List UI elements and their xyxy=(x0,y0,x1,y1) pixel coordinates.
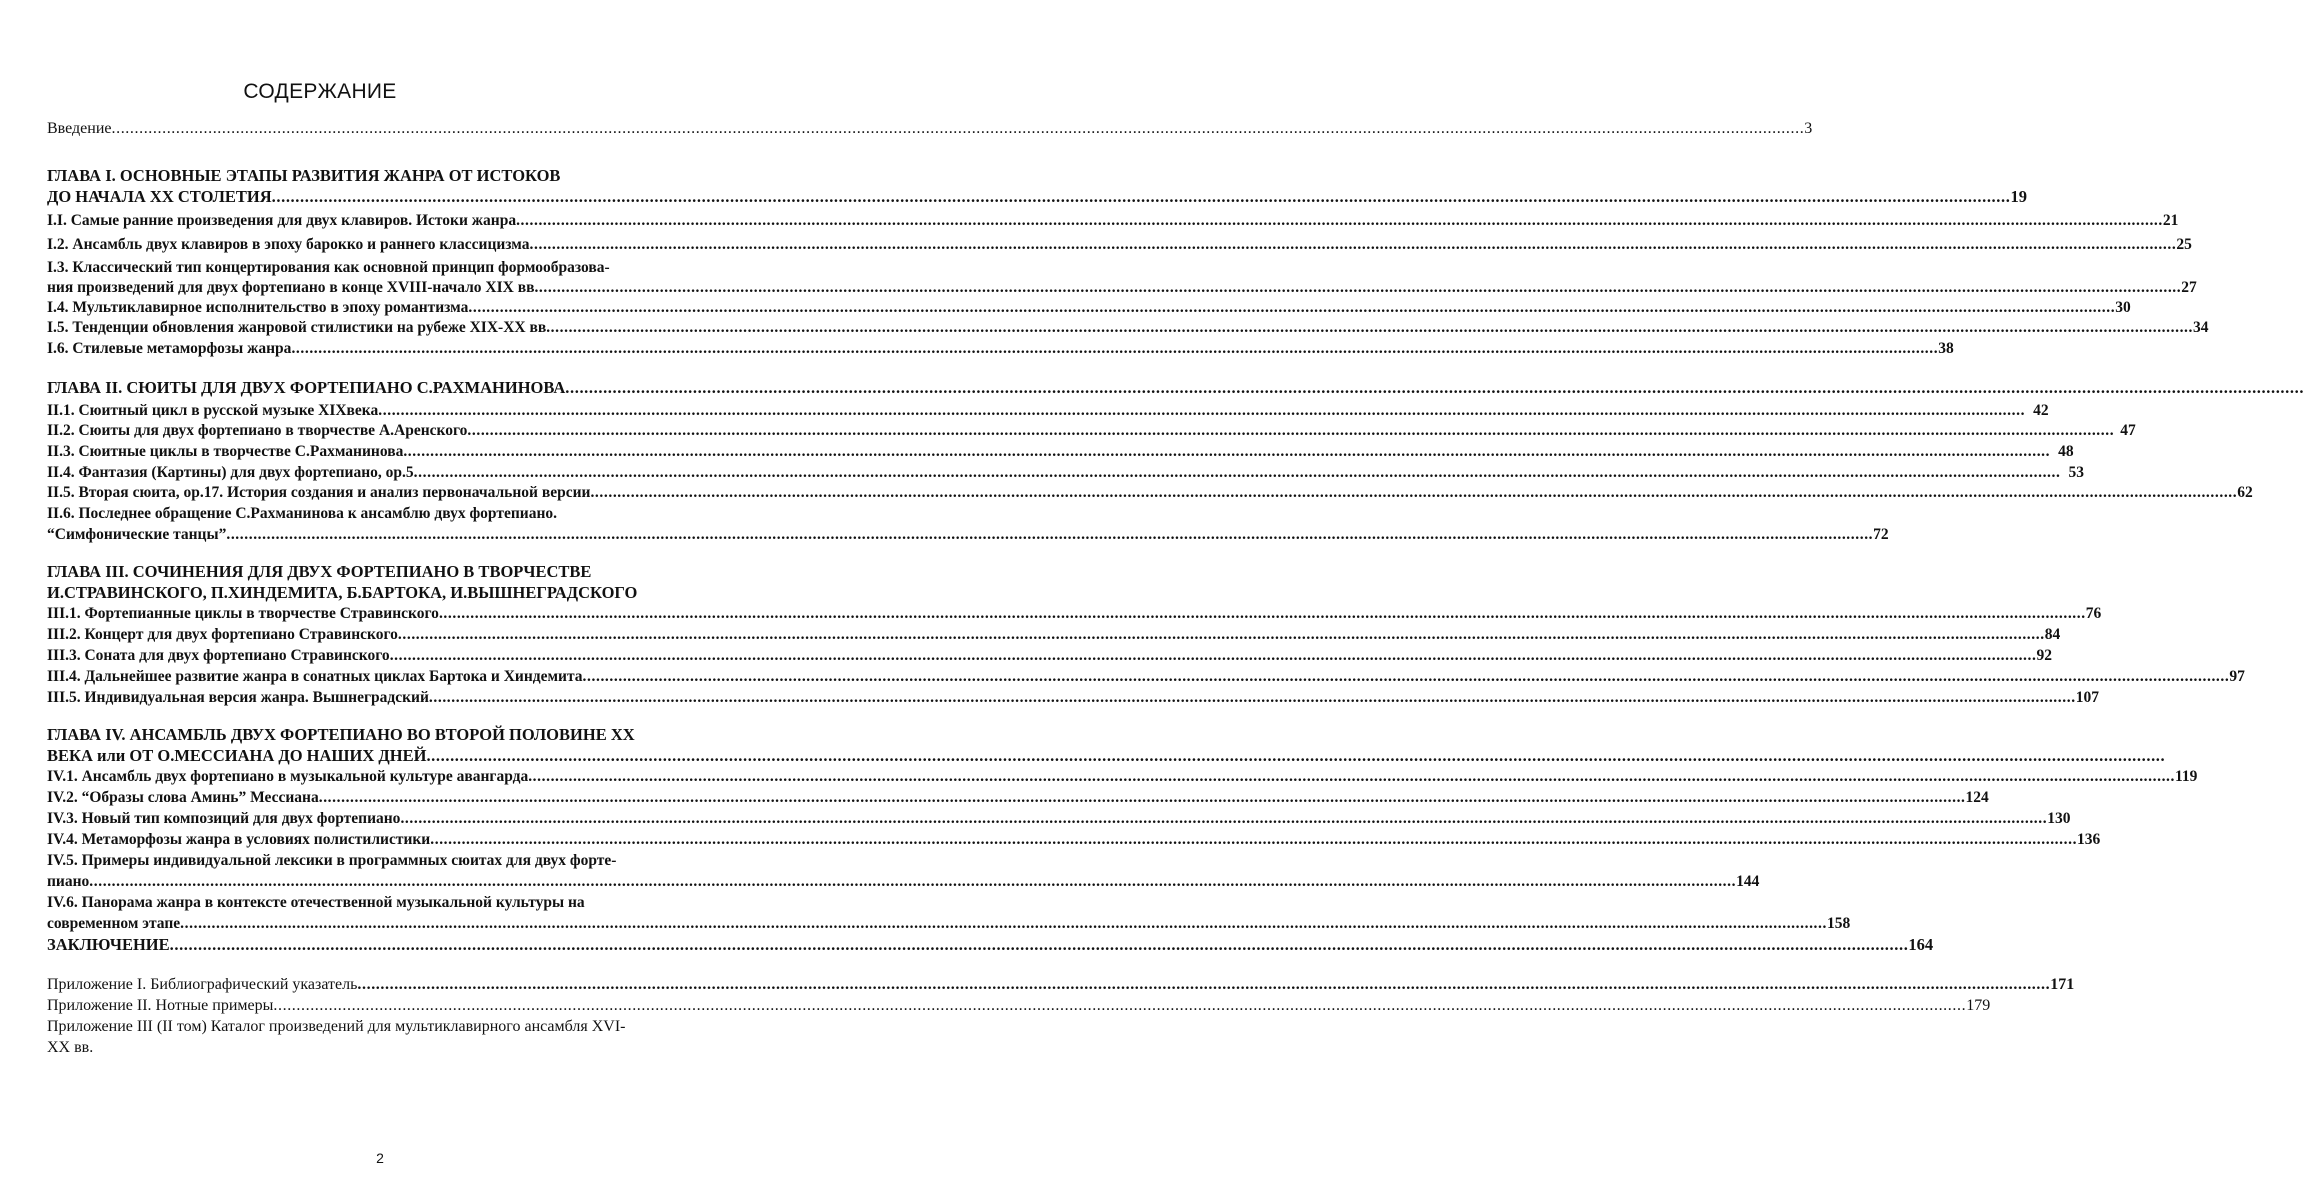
toc-entry-text: II.2. Сюиты для двух фортепиано в творчестве А.Аренского xyxy=(47,422,468,439)
toc-entry-page: 30 xyxy=(2115,299,2131,316)
toc-entry-page: 130 xyxy=(2047,810,2071,827)
page-title: СОДЕРЖАНИЕ xyxy=(243,80,397,103)
chapter-1-heading xyxy=(47,166,695,186)
toc-entry-page: 42 xyxy=(2033,402,2049,419)
toc-entry-text: IV.6. Панорама жанра в контексте отечественной музыкальной культуры на xyxy=(47,894,585,911)
toc-leader-dots: ................................................................................................................................................................................................................................................................................................................................................................................ xyxy=(468,299,2116,316)
toc-leader-dots: ................................................................................................................................................................................................................................................................................................................................................................................ xyxy=(400,810,2048,827)
toc-entry-text: Введение xyxy=(47,120,112,137)
toc-leader-dots: ................................................................................................................................................................................................................................................................................................................................................................................ xyxy=(546,319,2193,336)
toc-entry-3-4 xyxy=(47,667,2245,687)
toc-leader-dots: ................................................................................................................................................................................................................................................................................................................................................................................ xyxy=(516,212,2163,229)
toc-entry-text: IV.3. Новый тип композиций для двух фортепиано xyxy=(47,810,401,827)
toc-entry-text: I.2. Ансамбль двух клавиров в эпоху барокко и раннего классицизма xyxy=(47,236,530,253)
toc-entry-text: II.6. Последнее обращение С.Рахманинова к ансамблю двух фортепиано. xyxy=(47,505,557,522)
toc-entry-page: 144 xyxy=(1736,873,1760,890)
toc-leader-dots: ................................................................................................................................................................................................................................................................................................................................................................................ xyxy=(430,831,2078,848)
chapter-heading-text: ГЛАВА I. ОСНОВНЫЕ ЭТАПЫ РАЗВИТИЯ ЖАНРА ОТ ИСТОКОВ xyxy=(47,166,561,185)
chapter-heading-text: ГЛАВА III. СОЧИНЕНИЯ ДЛЯ ДВУХ ФОРТЕПИАНО В ТВОРЧЕСТВЕ xyxy=(47,562,592,581)
toc-entry-2-5 xyxy=(47,483,2253,503)
toc-entry-text: Приложение II. Нотные примеры xyxy=(47,997,274,1014)
chapter-4-heading xyxy=(47,725,695,745)
chapter-1-heading-cont xyxy=(47,187,2027,207)
toc-entry-2-6 xyxy=(47,504,695,524)
toc-entry-page: 19 xyxy=(2010,187,2027,206)
toc-entry-appendix-3-cont xyxy=(47,1038,695,1058)
toc-entry-text: II.3. Сюитные циклы в творчестве С.Рахманинова xyxy=(47,443,404,460)
toc-entry-page: 76 xyxy=(2085,605,2102,622)
toc-entry-2-2 xyxy=(47,421,2136,441)
toc-leader-dots: ................................................................................................................................................................................................................................................................................................................................................................................ xyxy=(565,378,2304,397)
toc-leader-dots: ................................................................................................................................................................................................................................................................................................................................................................................ xyxy=(226,526,1874,543)
toc-entry-3-5 xyxy=(47,688,2099,708)
chapter-2-heading xyxy=(47,378,2304,398)
toc-entry-text: ЗАКЛЮЧЕНИЕ xyxy=(47,935,170,954)
chapter-4-heading-cont xyxy=(47,746,2166,766)
toc-entry-4-2 xyxy=(47,788,1989,808)
toc-entry-1-3 xyxy=(47,258,695,278)
toc-entry-page: 164 xyxy=(1908,935,1934,954)
toc-leader-dots: ................................................................................................................................................................................................................................................................................................................................................................................ xyxy=(528,768,2175,785)
toc-entry-conclusion xyxy=(47,935,1934,955)
toc-entry-text: III.4. Дальнейшее развитие жанра в сонатных циклах Бартока и Хиндемита xyxy=(47,668,583,685)
toc-entry-page: 107 xyxy=(2075,689,2099,706)
toc-entry-page: 53 xyxy=(2068,464,2084,481)
toc-leader-dots: ................................................................................................................................................................................................................................................................................................................................................................................ xyxy=(529,236,2177,253)
toc-entry-page: 3 xyxy=(1804,120,1813,137)
toc-entry-text: “Симфонические танцы” xyxy=(47,526,227,543)
toc-entry-text: III.5. Индивидуальная версия жанра. Вышнеградский xyxy=(47,689,429,706)
toc-entry-4-6-cont xyxy=(47,914,1851,934)
toc-leader-dots: ................................................................................................................................................................................................................................................................................................................................................................................ xyxy=(273,997,1967,1014)
toc-entry-4-3 xyxy=(47,809,2071,829)
toc-entry-2-3 xyxy=(47,442,2074,462)
toc-entry-1-5 xyxy=(47,318,2209,338)
toc-leader-dots: ................................................................................................................................................................................................................................................................................................................................................................................ xyxy=(271,187,2011,206)
chapter-heading-text: ГЛАВА IV. АНСАМБЛЬ ДВУХ ФОРТЕПИАНО ВО ВТОРОЙ ПОЛОВИНЕ XX xyxy=(47,725,635,744)
toc-entry-3-3 xyxy=(47,646,2052,666)
toc-leader-dots: ................................................................................................................................................................................................................................................................................................................................................................................ xyxy=(428,689,2076,706)
toc-entry-page: 136 xyxy=(2077,831,2101,848)
toc-entry-page: 171 xyxy=(2050,976,2075,993)
toc-leader-dots: ................................................................................................................................................................................................................................................................................................................................................................................ xyxy=(582,668,2230,685)
toc-entry-1-3-cont xyxy=(47,278,2197,298)
toc-entry-text: IV.2. “Образы слова Аминь” Мессиана xyxy=(47,789,319,806)
toc-entry-1-1 xyxy=(47,211,2179,231)
toc-leader-dots: ................................................................................................................................................................................................................................................................................................................................................................................ xyxy=(534,279,2182,296)
toc-entry-1-6 xyxy=(47,339,1954,359)
toc-entry-4-1 xyxy=(47,767,2198,787)
toc-entry-page: 38 xyxy=(1938,340,1954,357)
toc-leader-dots: ................................................................................................................................................................................................................................................................................................................................................................................ xyxy=(357,976,2051,993)
toc-entry-appendix-2 xyxy=(47,996,1991,1016)
toc-entry-page: 21 xyxy=(2162,212,2179,229)
toc-leader-dots: ................................................................................................................................................................................................................................................................................................................................................................................ xyxy=(397,626,2045,643)
toc-entry-text: XX вв. xyxy=(47,1039,94,1056)
toc-entry-2-4 xyxy=(47,463,2084,483)
toc-entry-page: 48 xyxy=(2058,443,2074,460)
toc-entry-text: III.2. Концерт для двух фортепиано Стравинского xyxy=(47,626,398,643)
toc-entry-text: III.3. Соната для двух фортепиано Стравинского xyxy=(47,647,390,664)
toc-entry-page: 97 xyxy=(2229,668,2245,685)
chapter-heading-text: ДО НАЧАЛА XX СТОЛЕТИЯ xyxy=(47,187,272,206)
toc-entry-page: 27 xyxy=(2181,279,2197,296)
toc-entry-text: IV.5. Примеры индивидуальной лексики в программных сюитах для двух форте- xyxy=(47,852,617,869)
toc-entry-3-1 xyxy=(47,604,2102,624)
toc-entry-text: III.1. Фортепианные циклы в творчестве Стравинского xyxy=(47,605,439,622)
toc-entry-appendix-3 xyxy=(47,1017,695,1037)
toc-entry-text: IV.4. Метаморфозы жанра в условиях полистилистики xyxy=(47,831,431,848)
toc-leader-dots: ................................................................................................................................................................................................................................................................................................................................................................................ xyxy=(403,443,2051,460)
toc-entry-text: I.5. Тенденции обновления жанровой стилистики на рубеже XIX-XX вв xyxy=(47,319,547,336)
toc-leader-dots: ................................................................................................................................................................................................................................................................................................................................................................................ xyxy=(438,605,2086,622)
toc-entry-text: современном этапе xyxy=(47,915,181,932)
chapter-3-heading-cont xyxy=(47,583,695,603)
toc-entry-page: 84 xyxy=(2044,626,2061,643)
toc-entry-text: ния произведений для двух фортепиано в конце XVIII-начало XIX вв xyxy=(47,279,535,296)
toc-entry-3-2 xyxy=(47,625,2061,645)
toc-leader-dots: ................................................................................................................................................................................................................................................................................................................................................................................ xyxy=(291,340,1939,357)
chapter-heading-text: И.СТРАВИНСКОГО, П.ХИНДЕМИТА, Б.БАРТОКА, И.ВЫШНЕГРАДСКОГО xyxy=(47,583,638,602)
toc-entry-intro xyxy=(47,119,1813,139)
toc-entry-page: 72 xyxy=(1873,526,1889,543)
toc-entry-4-5 xyxy=(47,851,695,871)
toc-leader-dots: ................................................................................................................................................................................................................................................................................................................................................................................ xyxy=(467,422,2115,439)
toc-entry-page: 25 xyxy=(2176,236,2192,253)
toc-entry-page: 34 xyxy=(2193,319,2209,336)
toc-leader-dots: ................................................................................................................................................................................................................................................................................................................................................................................ xyxy=(180,915,1827,932)
toc-entry-text: II.4. Фантазия (Картины) для двух фортепиано, ор.5 xyxy=(47,464,414,481)
toc-entry-text: I.4. Мультиклавирное исполнительство в эпоху романтизма xyxy=(47,299,469,316)
chapter-heading-text: ВЕКА или ОТ О.МЕССИАНА ДО НАШИХ ДНЕЙ xyxy=(47,746,427,765)
toc-entry-text: II.1. Сюитный цикл в русской музыке XIXвека xyxy=(47,402,379,419)
toc-leader-dots: ................................................................................................................................................................................................................................................................................................................................................................................ xyxy=(426,746,2166,765)
toc-entry-text: пиано xyxy=(47,873,90,890)
toc-entry-4-5-cont xyxy=(47,872,1760,892)
toc-entry-page: 124 xyxy=(1965,789,1989,806)
toc-entry-2-6-cont xyxy=(47,525,1889,545)
toc-leader-dots: ................................................................................................................................................................................................................................................................................................................................................................................ xyxy=(389,647,2037,664)
toc-entry-appendix-1 xyxy=(47,975,2075,995)
toc-entry-page: 92 xyxy=(2036,647,2052,664)
toc-leader-dots: ................................................................................................................................................................................................................................................................................................................................................................................ xyxy=(413,464,2061,481)
toc-leader-dots: ................................................................................................................................................................................................................................................................................................................................................................................ xyxy=(378,402,2026,419)
chapter-3-heading xyxy=(47,562,695,582)
toc-leader-dots: ................................................................................................................................................................................................................................................................................................................................................................................ xyxy=(318,789,1966,806)
toc-entry-page: 158 xyxy=(1826,915,1851,932)
toc-entry-text: I.3. Классический тип концертирования как основной принцип формообразова- xyxy=(47,259,610,276)
toc-leader-dots: ................................................................................................................................................................................................................................................................................................................................................................................ xyxy=(590,484,2238,501)
chapter-heading-text: ГЛАВА II. СЮИТЫ ДЛЯ ДВУХ ФОРТЕПИАНО С.РАХМАНИНОВА xyxy=(47,378,566,397)
toc-entry-4-6 xyxy=(47,893,695,913)
toc-entry-page: 179 xyxy=(1966,997,1991,1014)
toc-leader-dots: ................................................................................................................................................................................................................................................................................................................................................................................ xyxy=(169,935,1909,954)
toc-entry-1-2 xyxy=(47,235,2192,255)
toc-entry-4-4 xyxy=(47,830,2101,850)
toc-entry-text: II.5. Вторая сюита, ор.17. История создания и анализ первоначальной версии xyxy=(47,484,591,501)
toc-entry-text: Приложение III (II том) Каталог произведений для мультиклавирного ансамбля XVI- xyxy=(47,1018,626,1035)
toc-entry-text: I.6. Стилевые метаморфозы жанра xyxy=(47,340,292,357)
toc-entry-text: IV.1. Ансамбль двух фортепиано в музыкальной культуре авангарда xyxy=(47,768,529,785)
toc-entry-page: 47 xyxy=(2120,422,2136,439)
toc-entry-page: 119 xyxy=(2175,768,2198,785)
toc-entry-text: I.I. Самые ранние произведения для двух клавиров. Истоки жанра xyxy=(47,212,517,229)
toc-leader-dots: ................................................................................................................................................................................................................................................................................................................................................................................ xyxy=(89,873,1737,890)
toc-entry-page: 62 xyxy=(2237,484,2253,501)
toc-entry-1-4 xyxy=(47,298,2131,318)
toc-leader-dots: ................................................................................................................................................................................................................................................................................................................................................................................ xyxy=(111,120,1805,137)
toc-entry-text: Приложение I. Библиографический указатель xyxy=(47,976,358,993)
page-number: 2 xyxy=(376,1150,384,1166)
toc-entry-2-1 xyxy=(47,401,2049,421)
